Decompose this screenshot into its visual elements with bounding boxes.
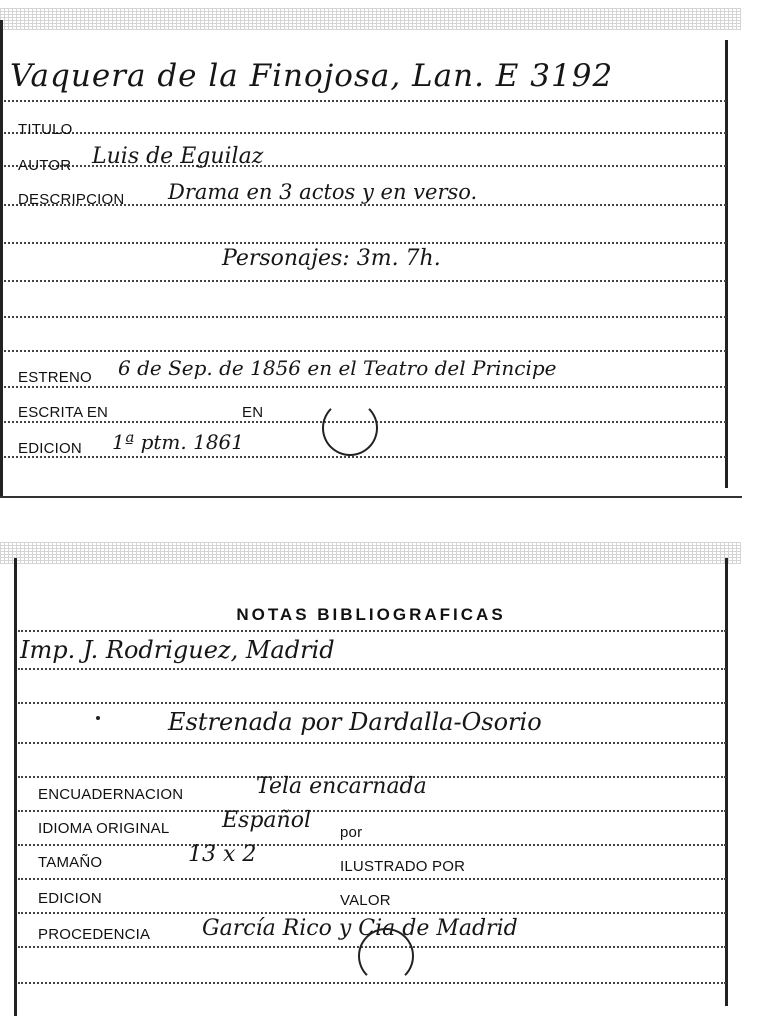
label-idioma-original: IDIOMA ORIGINAL <box>38 820 170 837</box>
value-descripcion: Drama en 3 actos y en verso. <box>168 180 478 204</box>
value-autor: Luis de Eguilaz <box>92 144 264 169</box>
ruled-line <box>4 280 726 282</box>
label-encuadernacion: ENCUADERNACION <box>38 786 184 803</box>
catalog-card-top <box>0 20 742 498</box>
ruled-line <box>18 668 726 670</box>
label-ilustrado-por: ILUSTRADO POR <box>340 858 466 875</box>
title-handwritten: Vaquera de la Finojosa, Lan. E 3192 <box>10 58 614 94</box>
catalog-card-bottom <box>0 558 742 1016</box>
ruled-line <box>18 630 726 632</box>
ruled-line <box>18 912 726 914</box>
value-idioma-original: Español <box>222 808 311 833</box>
ruled-line <box>4 316 726 318</box>
label-descripcion: DESCRIPCION <box>18 191 125 208</box>
card-border-left <box>0 20 3 498</box>
label-autor: AUTOR <box>18 157 72 174</box>
ruled-line <box>18 878 726 880</box>
card-border-right <box>725 558 728 1006</box>
ruled-line <box>4 456 726 458</box>
ruled-line <box>4 386 726 388</box>
card-border-left <box>14 558 17 1016</box>
ruled-line <box>18 810 726 812</box>
ruled-line <box>18 982 726 984</box>
value-personajes: Personajes: 3m. 7h. <box>222 246 441 271</box>
label-valor: VALOR <box>340 892 391 909</box>
label-edicion-bottom: EDICION <box>38 890 102 907</box>
note-estreno: Estrenada por Dardalla-Osorio <box>168 708 542 736</box>
label-tamano: TAMAÑO <box>38 854 103 871</box>
ruled-line <box>4 132 726 134</box>
ruled-line <box>18 742 726 744</box>
stray-mark <box>96 716 100 720</box>
label-por: por <box>340 824 363 841</box>
ruled-line <box>4 242 726 244</box>
note-imprenta: Imp. J. Rodriguez, Madrid <box>20 636 335 664</box>
library-stamp-circle <box>358 928 414 984</box>
library-stamp-circle <box>322 400 378 456</box>
label-titulo: TITULO <box>18 121 73 138</box>
label-en: EN <box>242 404 264 421</box>
label-estreno: ESTRENO <box>18 369 92 386</box>
ruled-line <box>4 100 726 102</box>
value-encuadernacion: Tela encarnada <box>256 774 427 799</box>
section-heading: NOTAS BIBLIOGRAFICAS <box>236 605 506 624</box>
label-procedencia: PROCEDENCIA <box>38 926 151 943</box>
card-bottom-rule <box>0 496 742 498</box>
ruled-line <box>18 702 726 704</box>
ruled-line <box>18 844 726 846</box>
value-tamano: 13 x 2 <box>188 842 257 867</box>
value-estreno: 6 de Sep. de 1856 en el Teatro del Principe <box>118 356 557 380</box>
ruled-line <box>4 350 726 352</box>
label-edicion: EDICION <box>18 440 82 457</box>
value-procedencia: García Rico y Cia de Madrid <box>202 916 518 941</box>
value-edicion: 1ª ptm. 1861 <box>112 430 245 454</box>
label-escrita-en: ESCRITA EN <box>18 404 109 421</box>
